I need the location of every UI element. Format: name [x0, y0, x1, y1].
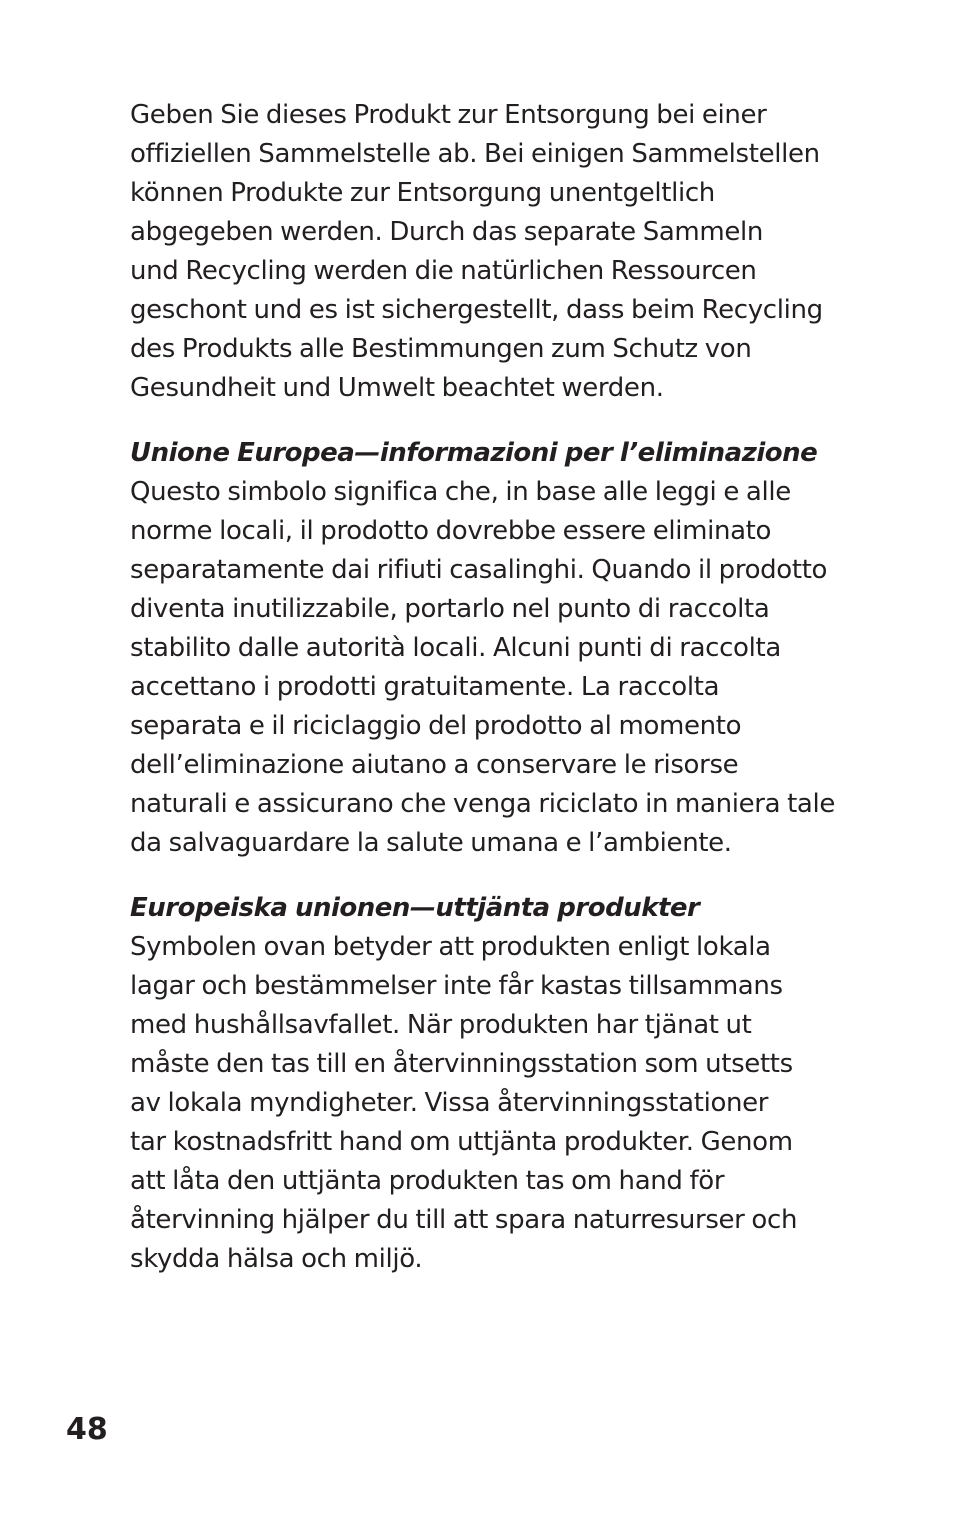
heading-swedish-disposal: Europeiska unionen—uttjänta produkter [130, 893, 700, 923]
page-number: 48 [66, 1412, 108, 1447]
heading-italian-disposal: Unione Europea—informazioni per l’eliminazione [130, 438, 818, 468]
section-german [130, 96, 930, 408]
paragraph-swedish-disposal: Symbolen ovan betyder att produkten enligt lokala lagar och bestämmelser inte får kastas tillsammans med hushållsavfallet. När produkten har tjänat ut måste den tas till en återvinningsstation som utsetts av lokala myndigheter. Vissa återvinningsstationer tar kostnadsfritt hand om uttjänta produkter. Genom att låta den uttjänta produkten tas om hand för återvinning hjälper du till att spara naturresurser och skydda hälsa och miljö. [130, 932, 798, 1274]
section-italian [130, 434, 930, 863]
section-swedish [130, 889, 930, 1279]
paragraph-italian-disposal: Questo simbolo significa che, in base alle leggi e alle norme locali, il prodotto dovrebbe essere eliminato separatamente dai rifiuti casalinghi. Quando il prodotto diventa inutilizzabile, portarlo nel punto di raccolta stabilito dalle autorità locali. Alcuni punti di raccolta accettano i prodotti gratuitamente. La raccolta separata e il riciclaggio del prodotto al momento dell’eliminazione aiutano a conservare le risorse naturali e assicurano che venga riciclato in maniera tale da salvaguardare la salute umana e l’ambiente. [130, 477, 836, 858]
page-content [130, 96, 930, 1279]
paragraph-german-disposal: Geben Sie dieses Produkt zur Entsorgung bei einer offiziellen Sammelstelle ab. Bei einigen Sammelstellen können Produkte zur Entsorgung unentgeltlich abgegeben werden. Durch das separate Sammeln und Recycling werden die natürlichen Ressourcen geschont und es ist sichergestellt, dass beim Recycling des Produkts alle Bestimmungen zum Schutz von Gesundheit und Umwelt beachtet werden. [130, 100, 823, 403]
